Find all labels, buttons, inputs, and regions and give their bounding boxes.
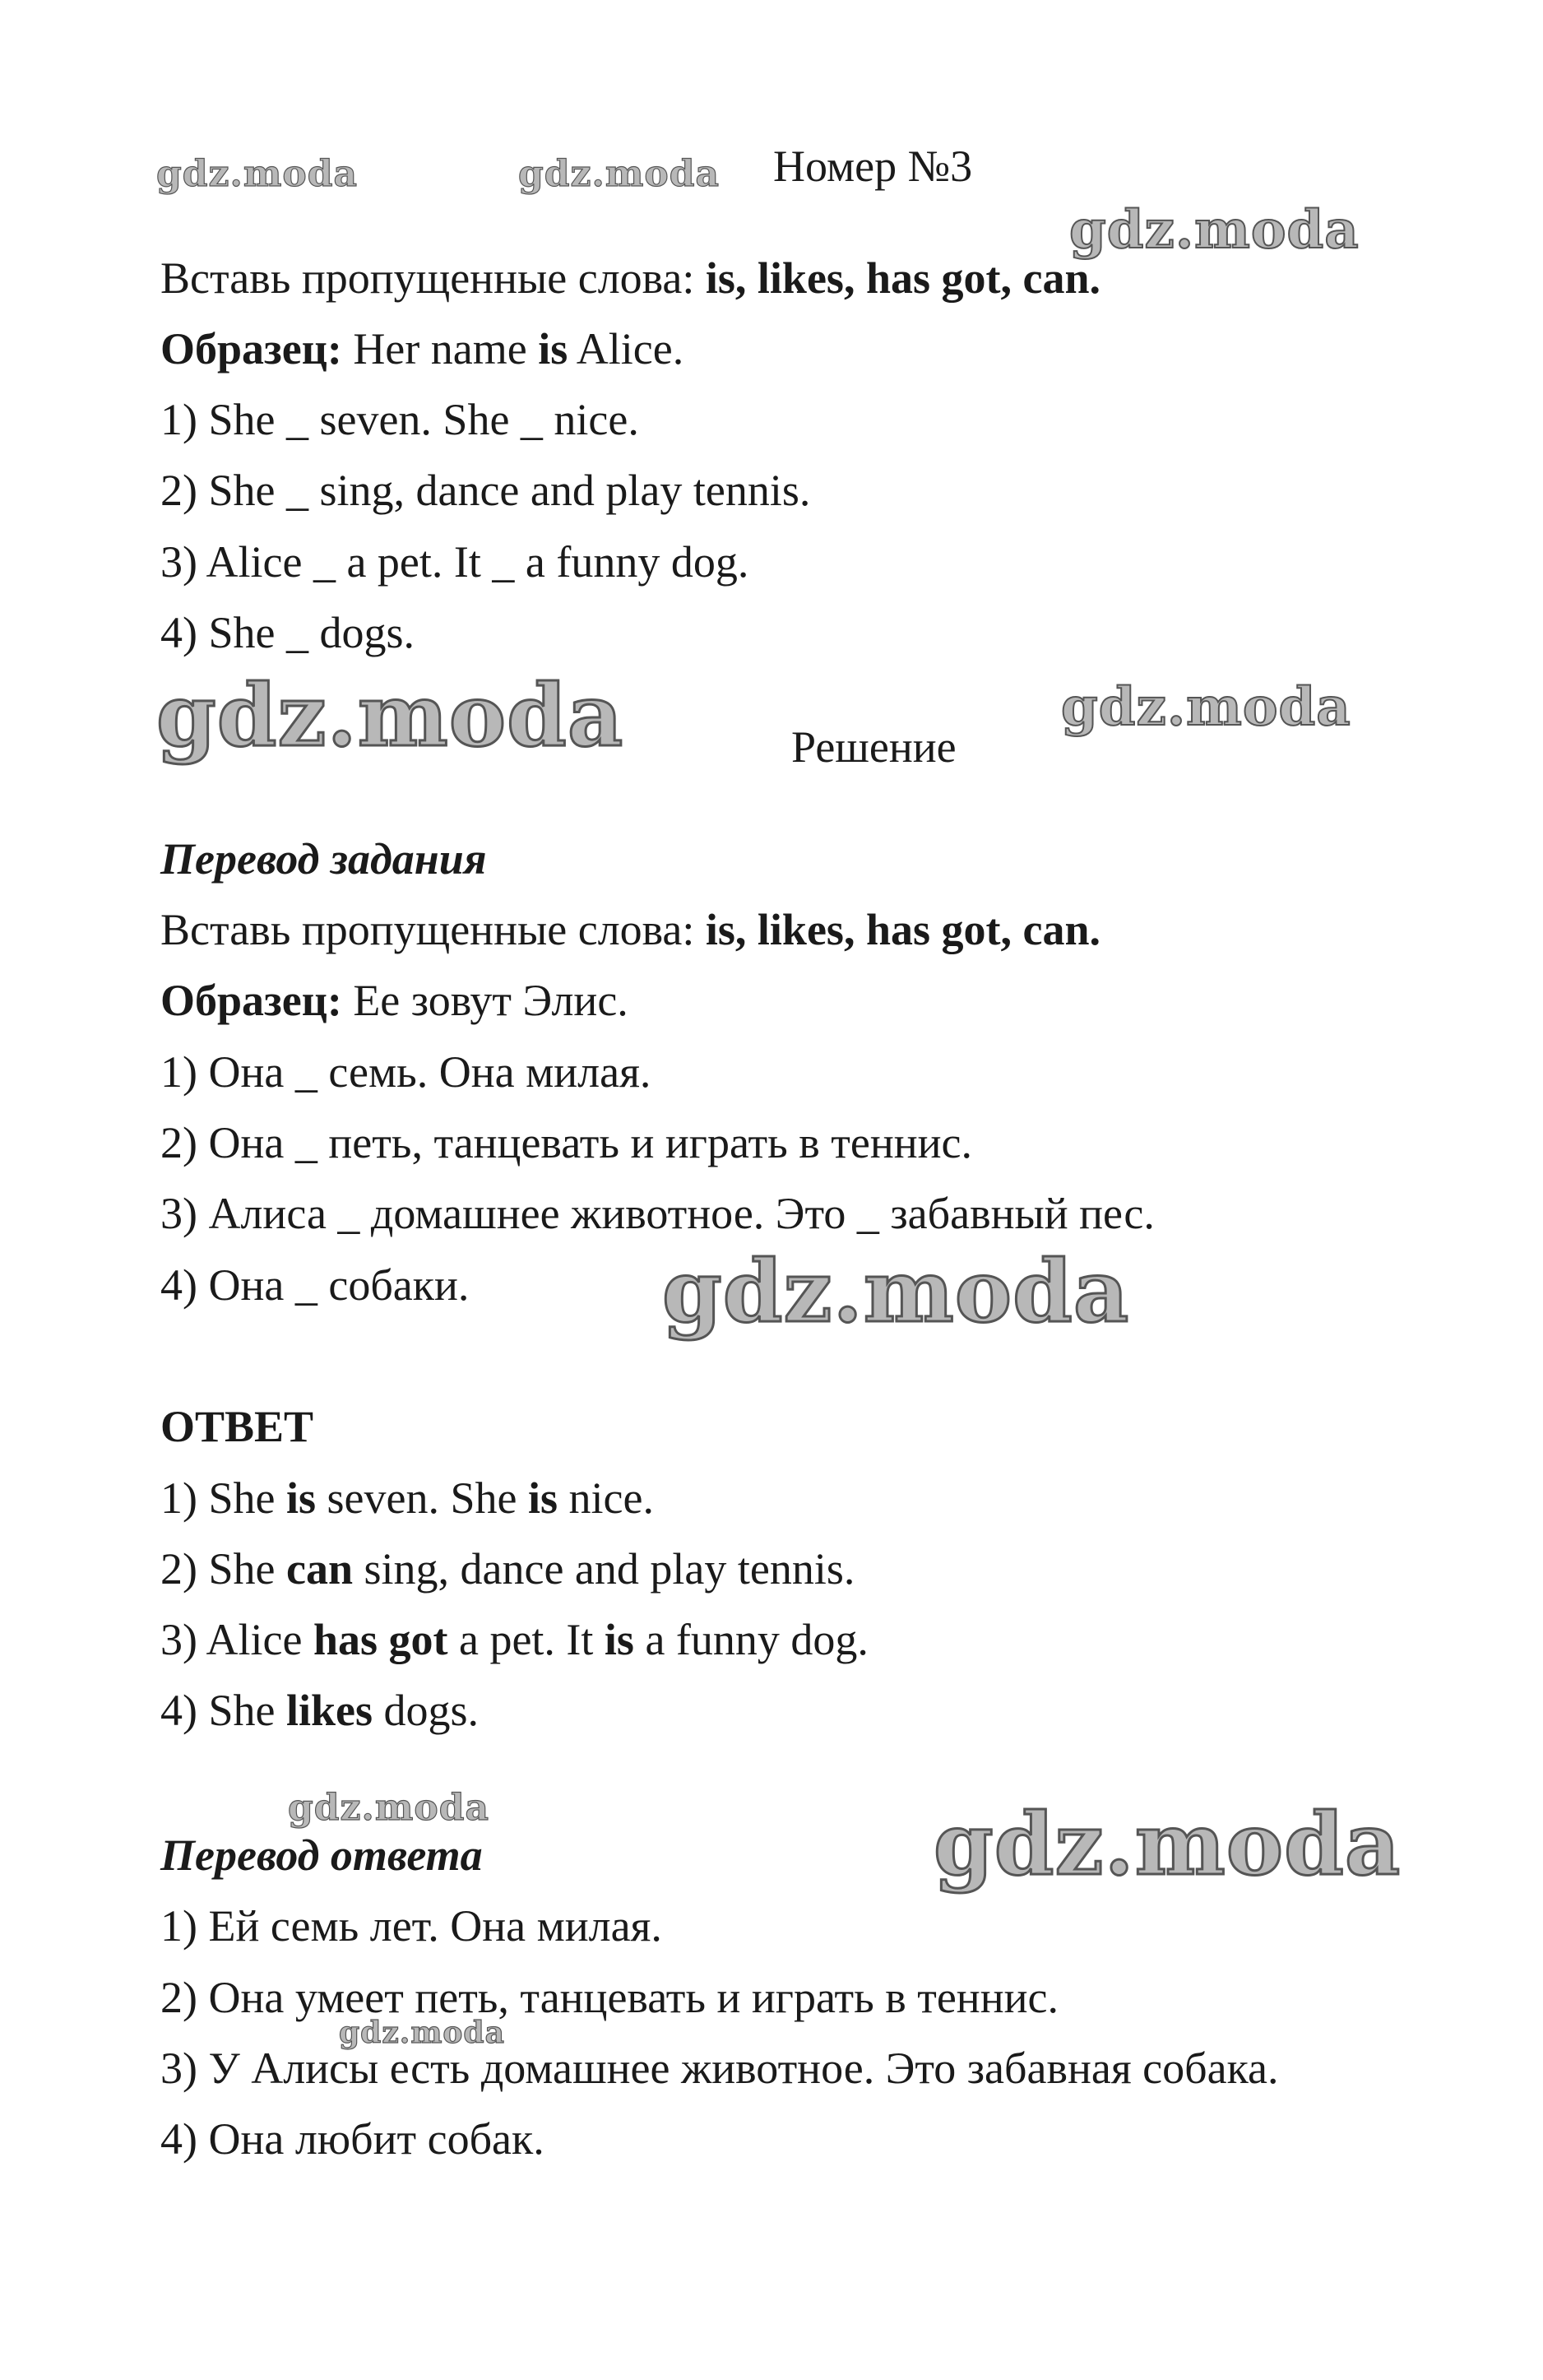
task-line: 4) She _ dogs. <box>160 608 415 657</box>
watermark-logo: gdz.moda <box>1069 199 1360 261</box>
answer-text: 2) She <box>160 1544 276 1594</box>
instruction-prefix: Вставь пропущенные слова: <box>160 253 695 303</box>
answer-word: has got <box>313 1615 448 1664</box>
translation-line: 3) Алиса _ домашнее животное. Это _ забавный пес. <box>160 1189 1155 1238</box>
answer-text: seven. She <box>327 1473 517 1523</box>
answer-translation-line: 1) Ей семь лет. Она милая. <box>160 1901 662 1951</box>
watermark-logo: gdz.moda <box>288 1787 490 1829</box>
answer-word: is <box>604 1615 634 1664</box>
example-highlight: is <box>538 324 568 373</box>
example-text: Ее зовут Элис. <box>353 976 628 1025</box>
example-text: Her name <box>353 324 527 373</box>
task-line: 2) She _ sing, dance and play tennis. <box>160 466 811 515</box>
instruction-words: is, likes, has got, can. <box>705 253 1100 303</box>
answer-translation-line: 3) У Алисы есть домашнее животное. Это забавная собака. <box>160 2044 1279 2093</box>
task-line: 1) She _ seven. She _ nice. <box>160 395 639 444</box>
answer-translation-heading: Перевод ответа <box>160 1830 483 1880</box>
translation-line: 4) Она _ собаки. <box>160 1260 470 1310</box>
answer-word: is <box>527 1473 558 1523</box>
answer-line <box>160 1472 654 1524</box>
example-text: Alice. <box>576 324 684 373</box>
answer-line <box>160 1543 855 1595</box>
instruction-words: is, likes, has got, can. <box>705 905 1100 954</box>
watermark-logo: gdz.moda <box>934 1793 1402 1895</box>
example-label: Образец: <box>160 324 342 373</box>
answer-text: 1) She <box>160 1473 276 1523</box>
answer-line <box>160 1613 869 1666</box>
answer-text: a pet. It <box>458 1615 594 1664</box>
translation-line: 2) Она _ петь, танцевать и играть в теннис. <box>160 1118 972 1167</box>
page-title: Номер №3 <box>773 142 973 191</box>
solution-label: Решение <box>791 722 957 772</box>
translation-instruction <box>160 903 1100 956</box>
answer-text: 4) She <box>160 1686 276 1735</box>
translation-example <box>160 974 628 1027</box>
task-example <box>160 322 683 375</box>
answer-text: dogs. <box>383 1686 480 1735</box>
answer-text: sing, dance and play tennis. <box>364 1544 855 1594</box>
answer-translation-line: 4) Она любит собак. <box>160 2114 544 2164</box>
answer-line <box>160 1684 479 1737</box>
example-label: Образец: <box>160 976 342 1025</box>
answer-text: 3) Alice <box>160 1615 303 1664</box>
answer-word: is <box>285 1473 317 1523</box>
instruction-prefix: Вставь пропущенные слова: <box>160 905 695 954</box>
watermark-logo: gdz.moda <box>662 1241 1130 1342</box>
answer-translation-line: 2) Она умеет петь, танцевать и играть в теннис. <box>160 1973 1059 2022</box>
answer-word: can <box>285 1544 353 1594</box>
answer-heading: ОТВЕТ <box>160 1402 314 1451</box>
watermark-logo: gdz.moda <box>1061 676 1351 738</box>
translation-line: 1) Она _ семь. Она милая. <box>160 1047 651 1097</box>
watermark-logo: gdz.moda <box>156 153 359 195</box>
task-instruction <box>160 252 1100 304</box>
translation-heading: Перевод задания <box>160 834 487 884</box>
watermark-logo: gdz.moda <box>156 665 624 766</box>
answer-text: nice. <box>568 1473 654 1523</box>
task-line: 3) Alice _ a pet. It _ a funny dog. <box>160 537 749 587</box>
answer-word: likes <box>285 1686 373 1735</box>
watermark-logo: gdz.moda <box>339 2016 505 2050</box>
watermark-logo: gdz.moda <box>518 153 721 195</box>
answer-text: a funny dog. <box>645 1615 869 1664</box>
